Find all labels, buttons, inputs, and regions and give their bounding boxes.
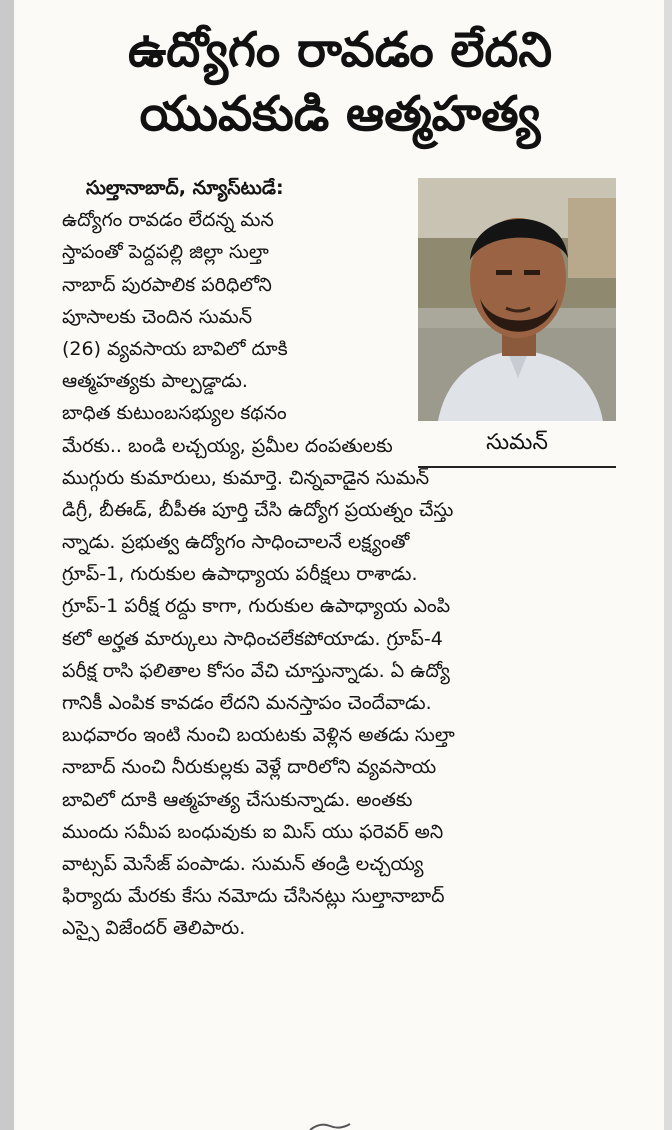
article-line: డిగ్రీ, బీఈడ్, బీపీఈ పూర్తి చేసి ఉద్యోగ ప్రయత్నం చేస్తు xyxy=(62,498,454,521)
headline-line-2: యువకుడి ఆత్మహత్య xyxy=(139,86,541,142)
article-line: వాట్సప్ మెసేజ్ పంపాడు. సుమన్ తండ్రి లచ్చయ్య xyxy=(62,852,424,875)
article-line: సుల్తానాబాద్, న్యూస్‌టుడే: xyxy=(86,177,284,199)
article-line: బావిలో దూకి ఆత్మహత్య చేసుకున్నాడు. అంతకు xyxy=(62,788,413,811)
article-body xyxy=(62,172,634,945)
article-line: నాబాద్ పురపాలిక పరిధిలోని xyxy=(62,273,272,296)
article-line: ముగ్గురు కుమారులు, కుమార్తె. చిన్నవాడైన సుమన్ xyxy=(62,466,430,489)
article-line: ముందు సమీప బంధువుకు ఐ మిస్ యు ఫరెవర్ అని xyxy=(62,820,444,843)
photo-caption: సుమన్ xyxy=(486,430,548,455)
article-line: ఆత్మహత్యకు పాల్పడ్డాడు. xyxy=(62,370,248,393)
headline-line-1: ఉద్యోగం రావడం లేదని xyxy=(127,22,553,78)
cut-off-text-mark xyxy=(300,1118,360,1130)
left-margin-strip xyxy=(0,0,14,1130)
article-line: గ్రూప్-1 పరీక్ష రద్దు కాగా, గురుకుల ఉపాధ్యాయ ఎంపి xyxy=(62,595,451,618)
article-line: గ్రూప్-1, గురుకుల ఉపాధ్యాయ పరీక్షలు రాశాడు. xyxy=(62,563,418,586)
article-line: నాబాద్ నుంచి నీరుకుల్లకు వెళ్లే దారిలోని వ్యవసాయ xyxy=(62,756,437,779)
article-line: మేరకు.. బండి లచ్చయ్య, ప్రమీల దంపతులకు xyxy=(62,434,393,457)
article-line: స్తాపంతో పెద్దపల్లి జిల్లా సుల్తా xyxy=(62,241,269,264)
article-line: కలో అర్హత మార్కులు సాధించలేకపోయాడు. గ్రూప్-4 xyxy=(62,627,443,650)
article-line: న్నాడు. ప్రభుత్వ ఉద్యోగం సాధించాలనే లక్ష్యంతో xyxy=(62,531,410,554)
article-line: పరీక్ష రాసి ఫలితాల కోసం వేచి చూస్తున్నాడు. ఏ ఉద్యో xyxy=(62,659,450,682)
right-margin-strip xyxy=(664,0,672,1130)
article-line: పూసాలకు చెందిన సుమన్ xyxy=(62,305,253,328)
article-line: ఫిర్యాదు మేరకు కేసు నమోదు చేసినట్లు సుల్తానాబాద్ xyxy=(62,885,445,908)
headline xyxy=(40,18,640,146)
article-line: బాధిత కుటుంబసభ్యుల కథనం xyxy=(62,402,287,425)
article-line: బుధవారం ఇంటి నుంచి బయటకు వెళ్లిన అతడు సుల్తా xyxy=(62,724,455,747)
article-line: ఉద్యోగం రావడం లేదన్న మన xyxy=(62,209,274,232)
article-line: (26) వ్యవసాయ బావిలో దూకి xyxy=(62,337,288,360)
article-line: ఎస్సై విజేందర్ తెలిపారు. xyxy=(62,917,246,940)
article-line: గానికీ ఎంపిక కావడం లేదని మనస్తాపం చెందేవాడు. xyxy=(62,692,432,714)
